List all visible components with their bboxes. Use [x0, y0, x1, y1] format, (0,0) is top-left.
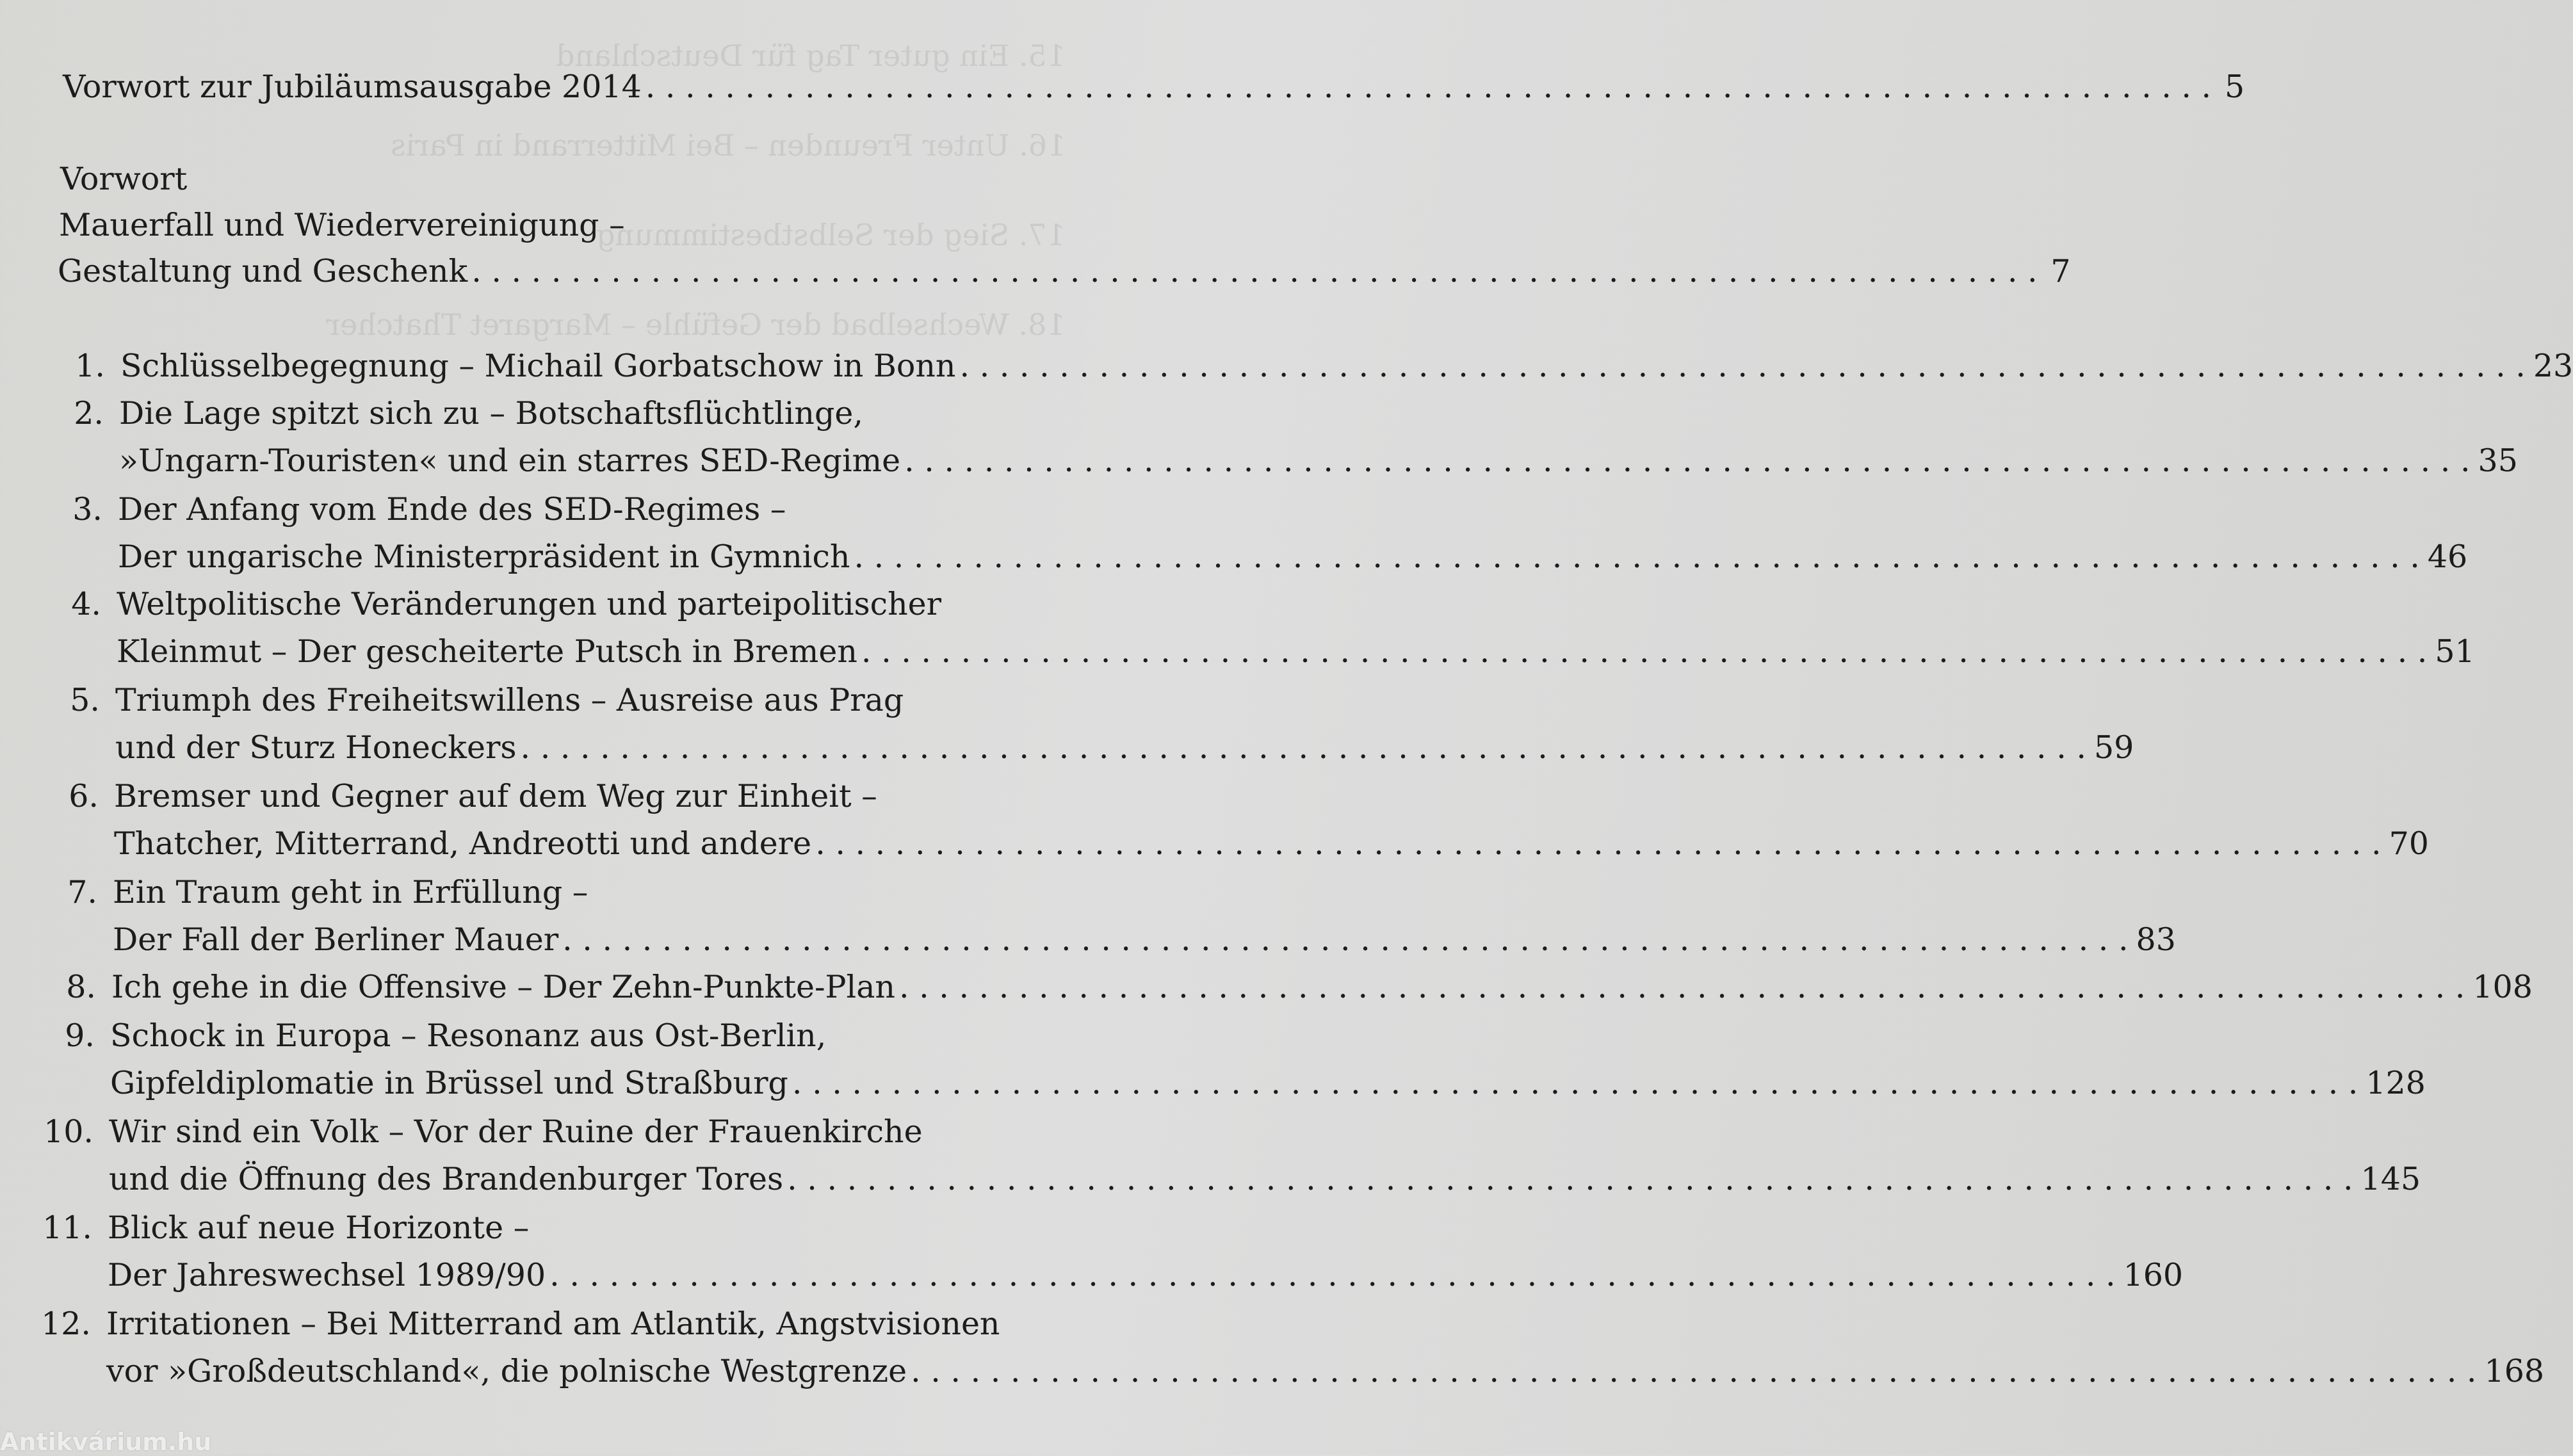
toc-page-number: 168	[2484, 1353, 2545, 1389]
toc-entry-title: Bremser und Gegner auf dem Weg zur Einheit –	[114, 778, 877, 814]
toc-entry-chapter-2	[54, 391, 995, 437]
toc-page-number: 160	[2123, 1257, 2184, 1293]
toc-leader-dots	[861, 629, 2427, 675]
toc-entry-foreword-line2	[59, 202, 1000, 248]
show-through-text: 15. Ein guter Tag für Deutschland	[556, 38, 1066, 73]
toc-entry-title: Der Jahreswechsel 1989/90	[108, 1257, 546, 1293]
toc-leader-dots	[787, 1156, 2353, 1202]
toc-entry-title: Schlüsselbegegnung – Michail Gorbatschow in Bonn	[120, 348, 956, 384]
toc-entry-title: Mauerfall und Wiedervereinigung –	[59, 207, 625, 243]
show-through-text: 17. Sieg der Selbstbestimmung	[596, 218, 1066, 252]
show-through-text: 16. Unter Freunden – Bei Mitterrand in Paris	[390, 128, 1066, 163]
toc-entry-chapter-10-cont	[44, 1156, 2421, 1202]
toc-leader-dots	[899, 964, 2465, 1010]
toc-entry-chapter-5	[50, 677, 991, 724]
toc-page-number: 5	[2224, 69, 2245, 105]
toc-entry-title: Der Anfang vom Ende des SED-Regimes –	[118, 491, 786, 528]
toc-page-number: 23	[2533, 348, 2573, 384]
toc-entry-title: Die Lage spitzt sich zu – Botschaftsflüchtlinge,	[119, 395, 863, 432]
toc-entry-title: Wir sind ein Volk – Vor der Ruine der Frauenkirche	[109, 1113, 923, 1150]
toc-leader-dots	[959, 343, 2525, 389]
toc-page-number: 59	[2093, 729, 2134, 766]
toc-entry-title: Blick auf neue Horizonte –	[108, 1209, 530, 1246]
toc-page-number: 51	[2435, 633, 2475, 670]
chapter-number: 10.	[44, 1113, 93, 1150]
toc-entry-foreword-2014	[63, 64, 2245, 110]
toc-leader-dots	[645, 64, 2211, 110]
chapter-number: 1.	[75, 348, 105, 384]
toc-entry-title: Ein Traum geht in Erfüllung –	[113, 874, 588, 910]
watermark: Antikvárium.hu	[0, 1428, 212, 1456]
toc-entry-title: Kleinmut – Der gescheiterte Putsch in Bremen	[117, 633, 857, 670]
toc-entry-title: Ich gehe in die Offensive – Der Zehn-Punkte-Plan	[111, 969, 895, 1005]
toc-entry-title: Der ungarische Ministerpräsident in Gymnich	[118, 538, 850, 575]
toc-leader-dots	[911, 1348, 2476, 1395]
toc-entry-chapter-3	[53, 487, 994, 533]
toc-entry-chapter-1	[55, 343, 2573, 389]
toc-page-number: 46	[2427, 538, 2468, 575]
chapter-number: 12.	[41, 1306, 91, 1342]
toc-page-number: 70	[2389, 825, 2429, 862]
toc-entry-chapter-6-cont	[49, 821, 2429, 867]
chapter-number: 6.	[69, 778, 99, 814]
toc-entry-chapter-4-cont	[51, 629, 2475, 675]
toc-page-number: 145	[2360, 1161, 2421, 1197]
chapter-number: 9.	[65, 1017, 95, 1054]
toc-leader-dots	[471, 248, 2037, 295]
toc-entry-chapter-12	[41, 1301, 1000, 1347]
toc-entry-title: Vorwort	[60, 161, 188, 197]
toc-entry-chapter-9-cont	[45, 1060, 2426, 1106]
chapter-number: 7.	[67, 874, 97, 910]
toc-entry-title: Triumph des Freiheitswillens – Ausreise aus Prag	[115, 682, 904, 718]
chapter-number: 3.	[72, 491, 102, 528]
toc-entry-foreword-line3	[58, 248, 2071, 295]
toc-entry-chapter-4	[51, 581, 993, 627]
toc-entry-chapter-3-cont	[53, 534, 2468, 580]
toc-leader-dots	[521, 725, 2086, 771]
toc-entry-chapter-6	[49, 773, 990, 820]
toc-entry-title: Gestaltung und Geschenk	[58, 253, 468, 289]
toc-entry-title: Irritationen – Bei Mitterrand am Atlantik, Angstvisionen	[106, 1306, 1000, 1342]
toc-entry-title: und die Öffnung des Brandenburger Tores	[109, 1161, 784, 1197]
toc-entry-chapter-10	[44, 1109, 985, 1155]
toc-leader-dots	[815, 821, 2381, 867]
toc-entry-chapter-7	[47, 870, 989, 916]
toc-entry-title: vor »Großdeutschland«, die polnische Westgrenze	[106, 1353, 907, 1389]
toc-entry-chapter-11-cont	[42, 1252, 2184, 1298]
toc-page-number: 128	[2366, 1065, 2426, 1101]
toc-leader-dots	[562, 917, 2128, 963]
toc-entry-chapter-9	[45, 1013, 986, 1059]
toc-entry-title: Weltpolitische Veränderungen und parteipolitischer	[117, 586, 942, 622]
chapter-number: 2.	[74, 395, 104, 432]
chapter-number: 4.	[71, 586, 101, 622]
toc-entry-chapter-7-cont	[47, 917, 2176, 963]
toc-page-number: 7	[2050, 253, 2071, 289]
toc-entry-title: Vorwort zur Jubiläumsausgabe 2014	[63, 69, 642, 105]
toc-leader-dots	[904, 438, 2470, 484]
toc-entry-title: und der Sturz Honeckers	[115, 729, 517, 766]
toc-leader-dots	[549, 1252, 2115, 1298]
toc-leader-dots	[792, 1060, 2358, 1106]
toc-leader-dots	[854, 534, 2419, 580]
toc-entry-title: Gipfeldiplomatie in Brüssel und Straßburg	[110, 1065, 788, 1101]
show-through-text: 18. Wechselbad der Gefühle – Margaret Thatcher	[326, 307, 1066, 342]
toc-entry-title: Der Fall der Berliner Mauer	[113, 921, 559, 958]
toc-entry-chapter-11	[42, 1205, 984, 1251]
toc-entry-title: Thatcher, Mitterrand, Andreotti und andere	[114, 825, 812, 862]
chapter-number: 5.	[70, 682, 100, 718]
chapter-number: 8.	[66, 969, 96, 1005]
toc-entry-chapter-5-cont	[50, 725, 2134, 771]
toc-entry-chapter-12-cont	[41, 1348, 2545, 1395]
toc-page-number: 108	[2472, 969, 2533, 1005]
chapter-number: 11.	[42, 1209, 92, 1246]
toc-page-number: 35	[2478, 442, 2518, 479]
toc-entry-title: Schock in Europa – Resonanz aus Ost-Berlin,	[110, 1017, 827, 1054]
toc-entry-chapter-2-cont	[54, 438, 2518, 484]
toc-entry-chapter-8	[46, 964, 2533, 1010]
toc-entry-title: »Ungarn-Touristen« und ein starres SED-Regime	[119, 442, 901, 479]
toc-entry-foreword-line1	[60, 156, 1002, 202]
toc-page-number: 83	[2136, 921, 2176, 958]
